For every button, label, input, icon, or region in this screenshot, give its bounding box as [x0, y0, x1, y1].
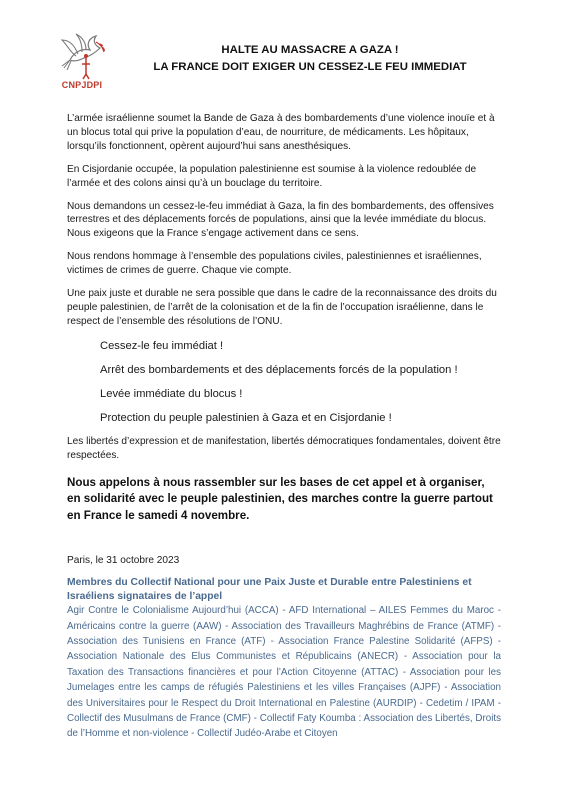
document-body [67, 112, 501, 742]
title-line-2: LA FRANCE DOIT EXIGER UN CESSEZ-LE FEU IMMEDIAT [153, 61, 467, 73]
appeal-statement: Nous appelons à nous rassembler sur les bases de cet appel et à organiser, en solidarité avec le peuple palestinien, des marches contre la guerre partout en France le samedi 4 novembre. [67, 475, 493, 522]
paragraph-liberties: Les libertés d’expression et de manifestation, libertés démocratiques fondamentales, doivent être respectées. [67, 435, 501, 461]
dove-olive-branch-icon [56, 30, 108, 80]
page-title [120, 42, 500, 76]
paragraph-gaza: L’armée israélienne soumet la Bande de Gaza à des bombardements d’une violence inouïe et à un blocus total qui prive la population d’eau, de nourriture, de médicaments. Les hôpitaux, lorsqu’ils fonctionnent, opèrent aujourd’hui sans anesthésiques. [67, 113, 495, 152]
cnpjdpi-logo [56, 30, 108, 100]
title-line-1: HALTE AU MASSACRE A GAZA ! [221, 44, 399, 56]
members-heading: Membres du Collectif National pour une Paix Juste et Durable entre Palestiniens et Israéliens signataires de l’appel [67, 577, 472, 602]
demand-item: Cessez-le feu immédiat ! [100, 339, 224, 352]
paragraph-demands: Nous demandons un cessez-le-feu immédiat à Gaza, la fin des bombardements, des offensives terrestres et des déplacements forcés de populations, ainsi que la levée immédiate du blocus. Nous exigeons que la France s’engage activement dans ce sens. [67, 200, 494, 240]
paragraph-cisjordanie: En Cisjordanie occupée, la population palestinienne est soumise à la violence redoublée de l’armée et des colons ainsi qu’à un bouclage du territoire. [67, 163, 477, 189]
demand-item: Protection du peuple palestinien à Gaza et en Cisjordanie ! [100, 411, 392, 424]
demands-list [100, 339, 501, 425]
paragraph-tribute: Nous rendons hommage à l’ensemble des populations civiles, palestiniennes et israéliennes, victimes de crimes de guerre. Chaque vie compte. [67, 251, 482, 277]
document-date: Paris, le 31 octobre 2023 [67, 555, 180, 567]
logo-label: CNPJDPI [61, 80, 103, 90]
members-list: Agir Contre le Colonialisme Aujourd’hui (ACCA) - AFD International – AILES Femmes du Maroc - Américains contre la guerre (AAW) - Association des Travailleurs Maghrébins de France (ATMF) - Association des Tunisiens en France (ATF) - Association France Palestine Solidarité (AFPS) - Association Nationale des Elus Communistes et Républicains (ANECR) - Association pour la Taxation des Transactions financières et pour l’Action Citoyenne (ATTAC) - Association pour les Jumelages entre les camps de réfugiés Palestiniens et les villes Françaises (AJPF) - Association des Universitaires pour le Respect du Droit International en Palestine (AURDIP) - Cedetim / IPAM - Collectif des Musulmans de France (CMF) - Collectif Faty Koumba : Association des Libertés, Droits de l’Homme et non-violence - Collectif Judéo-Arabe et Citoyen [67, 605, 501, 740]
demand-item: Arrêt des bombardements et des déplacements forcés de la population ! [100, 363, 458, 376]
demand-item: Levée immédiate du blocus ! [100, 387, 243, 400]
paragraph-peace: Une paix juste et durable ne sera possible que dans le cadre de la reconnaissance des droits du peuple palestinien, de l’arrêt de la colonisation et de la fin de l’occupation israélienne, dans le respect de l’ensemble des résolutions de l’ONU. [67, 288, 497, 327]
